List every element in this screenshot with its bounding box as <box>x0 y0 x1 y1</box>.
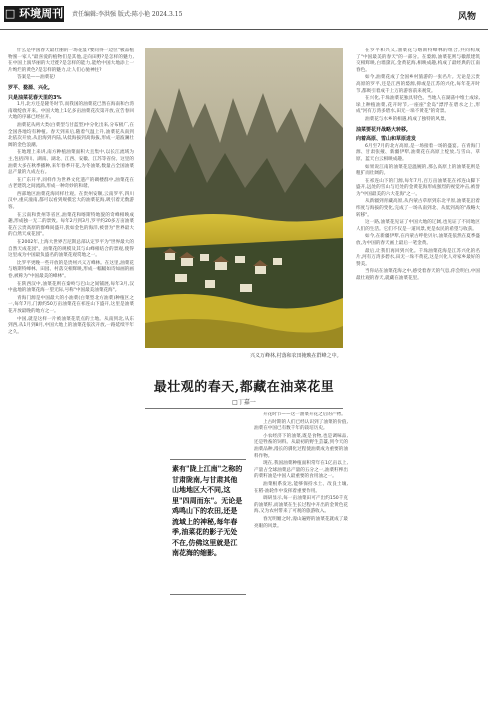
paragraph: 油菜花与水乡的相遇,构成了独特的风景。 <box>365 116 450 122</box>
paragraph: 油菜花从两大类(白菜型与甘蓝型)中分化出来,分布极广,在全国各地均有种植。春天到来后,随着气温上升,油菜花从南到北依次开放,从沿海到内陆,从低海拔到高海拔,形成一道波澜壮阔的金色浪潮。 <box>8 122 134 148</box>
paragraph: 如今,油菜花成了全国乡村旅游的一张名片。无论是云贵高原的罗平,还是江西的婺源,抑或是江苏的兴化,每年花开时节,都吸引着成千上万的游客前来观赏。 <box>356 75 480 94</box>
paragraph: 在广东开平,同样作为世界文化遗产的碉楼群中,油菜花在古老建筑之间流淌,形成一种奇妙的和谐。 <box>8 177 134 190</box>
landscape-photo <box>145 48 343 348</box>
paragraph: 在兴化,千垛油菜花独具特色。当地人在湖荡中堆土成垛,垛上种植油菜,花开时节,一座座"金岛"漂浮在碧水之上,形成"河有万湾多碧水,田无一垛不黄花"的奇景。 <box>356 96 480 115</box>
column-middle <box>254 412 348 698</box>
headline-rule <box>145 408 343 409</box>
paragraph: 如今,在新疆伊犁,在内蒙古呼伦贝尔,油菜花依然在夏季盛放,为中国的春天画上最后一笔金黄。 <box>356 234 480 247</box>
paragraph: 在地理上来讲,南方种植油菜面积大且集中,以长江流域为主,包括四川、湖南、湖北、江西、安徽、江苏等省份。这里的油菜大多在秋季播种,来年春季开花,为冬油菜,数量占全国油菜总产量的九成左右。 <box>8 150 134 176</box>
subheading: 向着高原、雪山和草原进发 <box>356 136 417 143</box>
paragraph: 小农经济下的油菜,既是食物,也是调味品,还是牲畜的饲料。从最初的野生芸薹,到今天的油菜品种,漫长的驯化过程使油菜成为重要的油料作物。 <box>254 433 348 459</box>
page-header <box>0 0 488 32</box>
paragraph: 调研显示,每一亩油菜田可产出约150千克的油菜籽,而油菜在生长过程中开出的金黄色花海,又为农村带来了可观的旅游收入。 <box>254 496 348 515</box>
article-byline: □丁嘉一 <box>232 399 256 406</box>
paragraph: 现在,我国油菜种植面积常年在1亿亩以上,产量占全球油菜总产量的五分之一,油菜籽榨出的菜籽油是中国人最重要的食用油之一。 <box>254 461 348 480</box>
subheading: 只是油菜花春天里的3% <box>8 94 62 101</box>
editor-info: 责任编辑:李洪强 版式:陈小艳 2024.3.15 <box>72 11 183 18</box>
paragraph: 西部地区油菜花海同样壮观。在贵州安顺,云南罗平,四川汉中,重庆潼南,都可以看到规模宏大的油菜花海,吸引着无数游客。 <box>8 191 134 211</box>
paragraph: 在陕西汉中,油菜花则在秦岭与巴山之间铺展,每年3月,汉中盆地的油菜花海一望无际,号称"中国最美油菜花海"。 <box>8 281 134 294</box>
paragraph: 在云南和贵州等省区,油菜花和喀斯特地貌的奇峰相映成趣,形成独一无二的景致。每年2月到3月,罗平约20多万亩油菜花在云贵高原的群峰间盛开,犹如金色的海洋,被誉为"世界最大的自然天成花园"。 <box>8 212 134 238</box>
paragraph: 春光明媚之时,漫山遍野的油菜花就成了最亮眼的风景。 <box>254 516 348 529</box>
paragraph: 这一路,油菜花见证了中国大地的辽阔,也见证了不同地区人们的生活。它们不仅是一道风景,更是农民的希望与收获。 <box>356 220 480 232</box>
paragraph: 在2002年,上海大世界吉尼斯总部认定罗平为"世界最大的自然天成花园"。油菜花的规模及其与山峰相结合的景观,使得这里成为中国最负盛名的油菜花观赏地之一。 <box>8 240 134 259</box>
paragraph: 如果说江南的油菜花是温婉的,那么高原上的油菜花则是粗犷而壮阔的。 <box>356 164 480 177</box>
photo-caption: 兴义万峰林,村落和农田掩映在群峰之中。 <box>250 353 342 359</box>
paragraph: 当你站在油菜花海之中,感受着春天的气息,你会明白,中国最壮观的春天,就藏在油菜花里。 <box>356 269 480 281</box>
subheading: 油菜要花开战略大转移, <box>356 126 408 133</box>
pull-quote-rule-bottom <box>170 594 246 595</box>
header-rule <box>0 29 488 30</box>
paragraph: 在祁连山下的门源,每年7月,百万亩油菜花在祁连山脚下盛开,远处的雪山与近处的金黄花海形成强烈的视觉冲击,被誉为"中国最美的六大花海"之一。 <box>356 178 480 197</box>
paragraph: 6月至7月的北方高原,是一场接着一场的盛宴。在青海门源、甘肃张掖、新疆伊犁,油菜花在高原上绽放,与雪山、草原、蓝天白云相映成趣。 <box>356 143 480 162</box>
column-right <box>356 48 480 698</box>
paragraph: 中国,就是这样一片被油菜花装点的土地。从南到北,从东到西,从1月到8月,中国大地上的油菜花依次开放,一路延续半年之久。 <box>8 316 134 335</box>
section-label: 风物 <box>457 12 476 22</box>
column-left <box>8 48 134 698</box>
paragraph: 开花时节——这一油菜开花之后的产物。 <box>263 412 346 417</box>
paragraph: 比罗平更晚一些开放的是贵州兴义万峰林。在这里,油菜花与喀斯特峰林、田园、村落交相辉映,形成一幅幅如诗如画的画卷,被称为"中国最美的峰林"。 <box>8 260 134 279</box>
paragraph: 青海门源是中国最大的小油菜(白菜型北方油菜)种植区之一,每年7月,门源约50万亩油菜花在祁连山下盛开,这里是油菜花开放最晚的地方之一。 <box>8 295 134 314</box>
pull-quote: 素有"陇上江南"之称的甘肃陇南,与甘肃其他山地地区大不同,这里"四周而东"。无论是鸡鸣山下的农田,还是流域上的神秘,每年春季,油菜花的影子无处不在,仿佛这里就是江南花海的缩影。 <box>172 464 243 557</box>
paragraph: 在罗平和兴义,油菜花与喀斯特峰林的组合,共同构成了"中国最美的春天"的一部分。在婺源,油菜花则与徽派建筑交相辉映,白墙黛瓦,金黄花海,相映成趣,构成了最经典的江南春色。 <box>356 48 480 73</box>
paragraph: 1月,北方还是隆冬时节,而我国的油菜花已然在海南和台湾南端绽放开来。中国大地上1亿多亩油菜花次第开放,宣告春回大地的序幕已经拉开。 <box>8 102 134 121</box>
paragraph: 答案是——油菜花! <box>17 75 56 81</box>
paragraph: 最后,让我们再回到兴化。千垛油菜花海是江苏兴化的名片,河有万湾多碧水,田无一垛不黄花,这是兴化人对家乡最好的赞美。 <box>356 248 480 267</box>
paragraph: 油菜根系发达,能够保持水土、改良土壤,在稻-油轮作中发挥着重要作用。 <box>254 481 348 494</box>
paragraph: 上古时期的人们已经认识到了油菜的价值,油菜在中国已有数千年的栽培历史。 <box>254 419 348 432</box>
paragraph: 什么是中国春天最壮丽的一场花宴?要问得一边位"极品植物蜜一家人"最喜爱的植物们是其他,走向田野?是怎样的魅力,在中国上演华丽的大迁徙?是怎样的能力,能给中国大地添上一片绚烂的黄色?是怎样的魅力,让人们心驰神往? <box>8 48 134 73</box>
pull-quote-rule-top <box>170 459 246 460</box>
article-headline: 最壮观的春天,都藏在油菜花里 <box>153 380 335 395</box>
subheading: 罗平、婺源、兴化, <box>8 84 50 91</box>
masthead: □ 环境周刊 <box>4 7 64 20</box>
paragraph: 从新疆到青藏高原,从内蒙古草原到东北平原,油菜花沿着纬度与海拔的变化,完成了一场从南到北、从低到高的"战略大转移"。 <box>356 199 480 218</box>
